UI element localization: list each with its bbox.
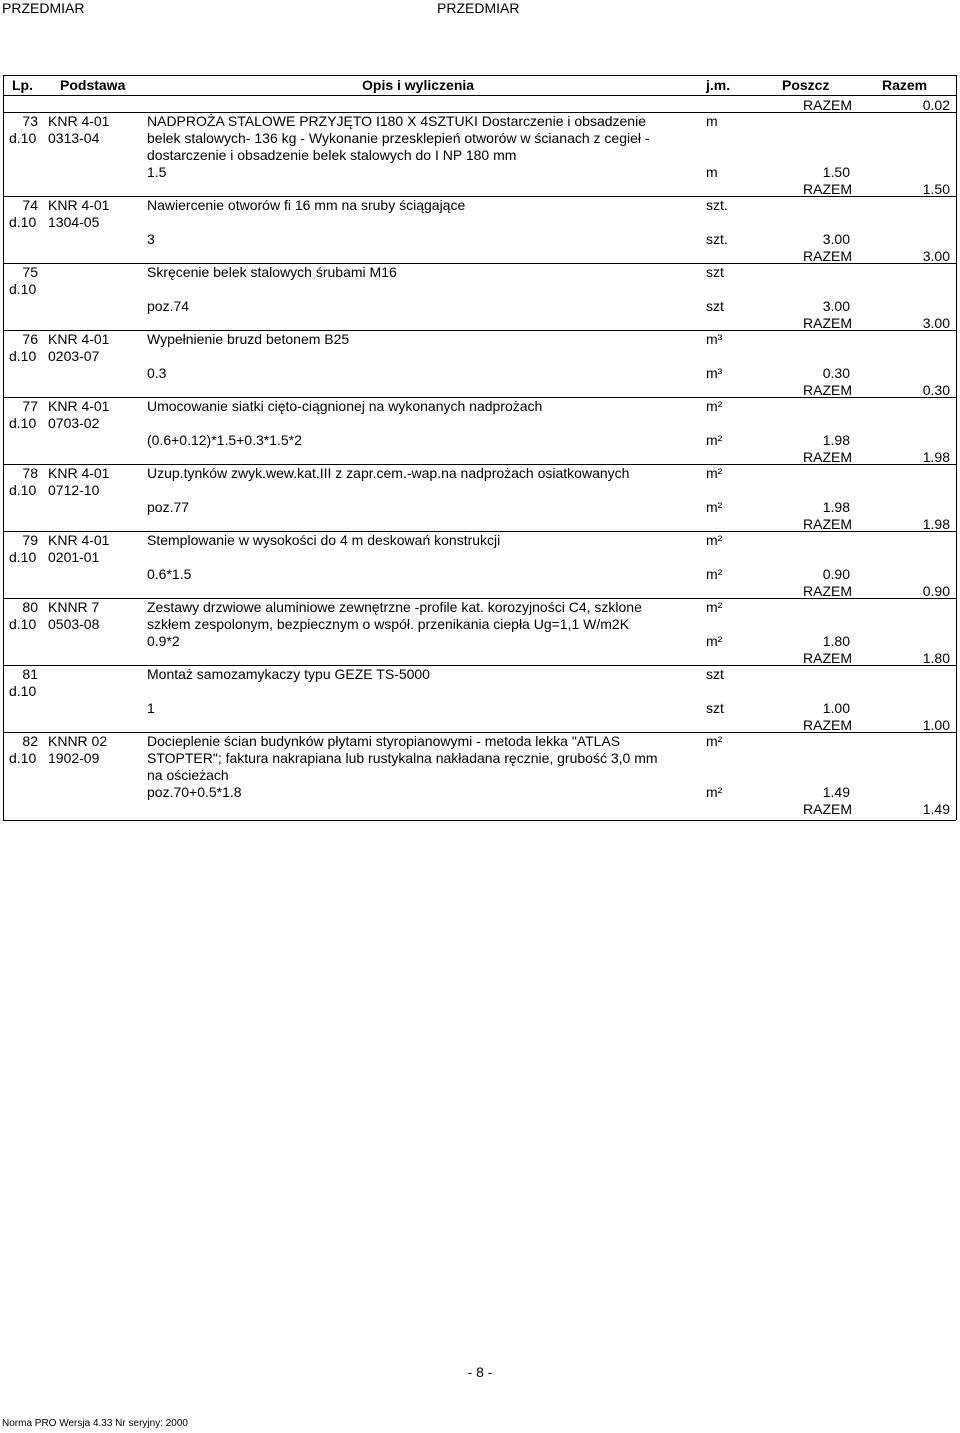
row-razem-value: 3.00 [922,248,950,264]
row-description-line: Stemplowanie w wysokości do 4 m deskowań konstrukcji [147,532,501,548]
row-podstawa-catalog: KNR 4-01 [48,113,110,129]
row-razem-label: RAZEM [803,449,852,465]
row-unit: m² [706,398,723,414]
row-description-line: Umocowanie siatki cięto-ciągnionej na wykonanych nadprożach [147,398,543,414]
row-lp-suffix: d.10 [9,415,37,431]
page-header-left: PRZEDMIAR [2,0,85,16]
row-lp-suffix: d.10 [9,214,37,230]
row-unit: szt. [706,197,728,213]
row-poszcz-value: 1.50 [822,164,850,180]
footer-text: Norma PRO Wersja 4.33 Nr seryjny: 2000 [2,1418,188,1429]
col-header-opis: Opis i wyliczenia [362,77,475,93]
row-description-line: szkłem zespolonym, bezpiecznym o współ. przenikania ciepła Ug=1,1 W/m2K [147,616,630,632]
row-lp: 74 [22,197,38,213]
row-podstawa-number: 0201-01 [48,549,100,565]
row-razem-value: 1.80 [922,650,950,666]
row-podstawa-number: 0503-08 [48,616,100,632]
row-calc-unit: m² [706,432,723,448]
row-description-line: Wypełnienie bruzd betonem B25 [147,331,350,347]
row-razem-label: RAZEM [803,516,852,532]
row-unit: m² [706,532,723,548]
col-header-razem: Razem [882,77,928,93]
header-bottom-rule [3,95,956,96]
col-header-podstawa: Podstawa [60,77,126,93]
row-separator [3,196,956,197]
row-calculation: 0.9*2 [147,633,180,649]
row-separator [3,665,956,666]
row-calc-unit: m² [706,566,723,582]
row-lp: 82 [22,733,38,749]
row-podstawa-number: 0703-02 [48,415,100,431]
row-calculation: 0.6*1.5 [147,566,192,582]
row-razem-label: RAZEM [803,248,852,264]
row-description-line: Montaż samozamykaczy typu GEZE TS-5000 [147,666,430,682]
page-number: - 8 - [467,1364,493,1380]
row-calculation: 1 [147,700,155,716]
row-lp-suffix: d.10 [9,750,37,766]
row-description-line: dostarczenie i obsadzenie belek stalowych do I NP 180 mm [147,147,517,163]
row-razem-label: RAZEM [803,315,852,331]
row-razem-value: 1.00 [922,717,950,733]
row-unit: szt [706,666,724,682]
row-poszcz-value: 1.00 [822,700,850,716]
row-podstawa-number: 0712-10 [48,482,100,498]
row-description-line: NADPROŻA STALOWE PRZYJĘTO I180 X 4SZTUKI Dostarczenie i obsadzenie [147,113,646,129]
row-razem-label: RAZEM [803,650,852,666]
row-description-line: Nawiercenie otworów fi 16 mm na sruby ściągające [147,197,466,213]
razem-label: RAZEM [803,97,852,113]
row-podstawa-catalog: KNR 4-01 [48,532,110,548]
row-podstawa-catalog: KNR 4-01 [48,398,110,414]
row-calc-unit: m² [706,499,723,515]
row-description-line: Uzup.tynków zwyk.wew.kat.III z zapr.cem.-wap.na nadprożach osiatkowanych [147,465,630,481]
row-razem-value: 1.98 [922,516,950,532]
row-separator [3,330,956,331]
row-poszcz-value: 0.30 [822,365,850,381]
row-poszcz-value: 1.80 [822,633,850,649]
row-lp: 77 [22,398,38,414]
razem-value: 0.02 [922,97,950,113]
row-razem-value: 1.98 [922,449,950,465]
table-right-border [956,75,957,820]
row-description-line: Zestawy drzwiowe aluminiowe zewnętrzne -profile kat. korozyjności C4, szklone [147,599,642,615]
row-podstawa-number: 0313-04 [48,130,100,146]
row-lp: 80 [22,599,38,615]
row-lp: 75 [22,264,38,280]
row-razem-value: 0.30 [922,382,950,398]
row-podstawa-number: 1304-05 [48,214,100,230]
row-lp: 79 [22,532,38,548]
row-podstawa-catalog: KNR 4-01 [48,197,110,213]
row-calculation: 3 [147,231,155,247]
row-calc-unit: szt [706,700,724,716]
row-unit: m² [706,599,723,615]
row-razem-value: 1.49 [922,801,950,817]
row-calc-unit: szt. [706,231,728,247]
row-lp-suffix: d.10 [9,130,37,146]
row-razem-value: 1.50 [922,181,950,197]
row-lp: 76 [22,331,38,347]
row-podstawa-catalog: KNR 4-01 [48,331,110,347]
row-calc-unit: m² [706,784,723,800]
row-calculation: (0.6+0.12)*1.5+0.3*1.5*2 [147,432,302,448]
row-unit: m³ [706,331,723,347]
row-poszcz-value: 1.98 [822,432,850,448]
row-unit: m² [706,465,723,481]
row-calculation: poz.77 [147,499,190,515]
row-lp: 73 [22,113,38,129]
row-poszcz-value: 1.98 [822,499,850,515]
row-podstawa-catalog: KNR 4-01 [48,465,110,481]
row-calculation: 0.3 [147,365,167,381]
row-lp: 78 [22,465,38,481]
row-lp-suffix: d.10 [9,549,37,565]
row-calculation: poz.70+0.5*1.8 [147,784,242,800]
table-left-border [3,75,4,820]
row-separator [3,263,956,264]
row-lp: 81 [22,666,38,682]
row-razem-label: RAZEM [803,382,852,398]
table-top-rule [3,75,956,76]
row-razem-label: RAZEM [803,717,852,733]
row-poszcz-value: 3.00 [822,231,850,247]
row-description-line: Skręcenie belek stalowych śrubami M16 [147,264,397,280]
row-calc-unit: m² [706,633,723,649]
row-calculation: 1.5 [147,164,167,180]
row-lp-suffix: d.10 [9,683,37,699]
row-lp-suffix: d.10 [9,616,37,632]
row-podstawa-number: 1902-09 [48,750,100,766]
row-razem-value: 0.90 [922,583,950,599]
row-poszcz-value: 3.00 [822,298,850,314]
row-podstawa-catalog: KNNR 7 [48,599,100,615]
row-description-line: na ościeżach [147,767,229,783]
row-description-line: Docieplenie ścian budynków płytami styropianowymi - metoda lekka "ATLAS [147,733,621,749]
row-description-line: STOPTER"; faktura nakrapiana lub rustykalna nakładana ręcznie, grubość 3,0 mm [147,750,658,766]
row-calc-unit: szt [706,298,724,314]
row-razem-label: RAZEM [803,801,852,817]
row-podstawa-catalog: KNNR 02 [48,733,108,749]
col-header-lp: Lp. [12,77,33,93]
row-description-line: belek stalowych- 136 kg - Wykonanie przesklepień otworów w ścianach z cegieł - [147,130,650,146]
table-bottom-rule [3,820,956,821]
row-razem-label: RAZEM [803,583,852,599]
row-poszcz-value: 1.49 [822,784,850,800]
row-calc-unit: m [706,164,718,180]
page-header-center: PRZEDMIAR [437,0,520,16]
row-calculation: poz.74 [147,298,190,314]
row-unit: m² [706,733,723,749]
row-poszcz-value: 0.90 [822,566,850,582]
row-razem-value: 3.00 [922,315,950,331]
row-lp-suffix: d.10 [9,348,37,364]
col-header-poszcz: Poszcz [782,77,830,93]
row-unit: szt [706,264,724,280]
row-calc-unit: m³ [706,365,723,381]
row-lp-suffix: d.10 [9,281,37,297]
row-lp-suffix: d.10 [9,482,37,498]
row-razem-label: RAZEM [803,181,852,197]
row-podstawa-number: 0203-07 [48,348,100,364]
col-header-jm: j.m. [706,77,731,93]
row-unit: m [706,113,718,129]
